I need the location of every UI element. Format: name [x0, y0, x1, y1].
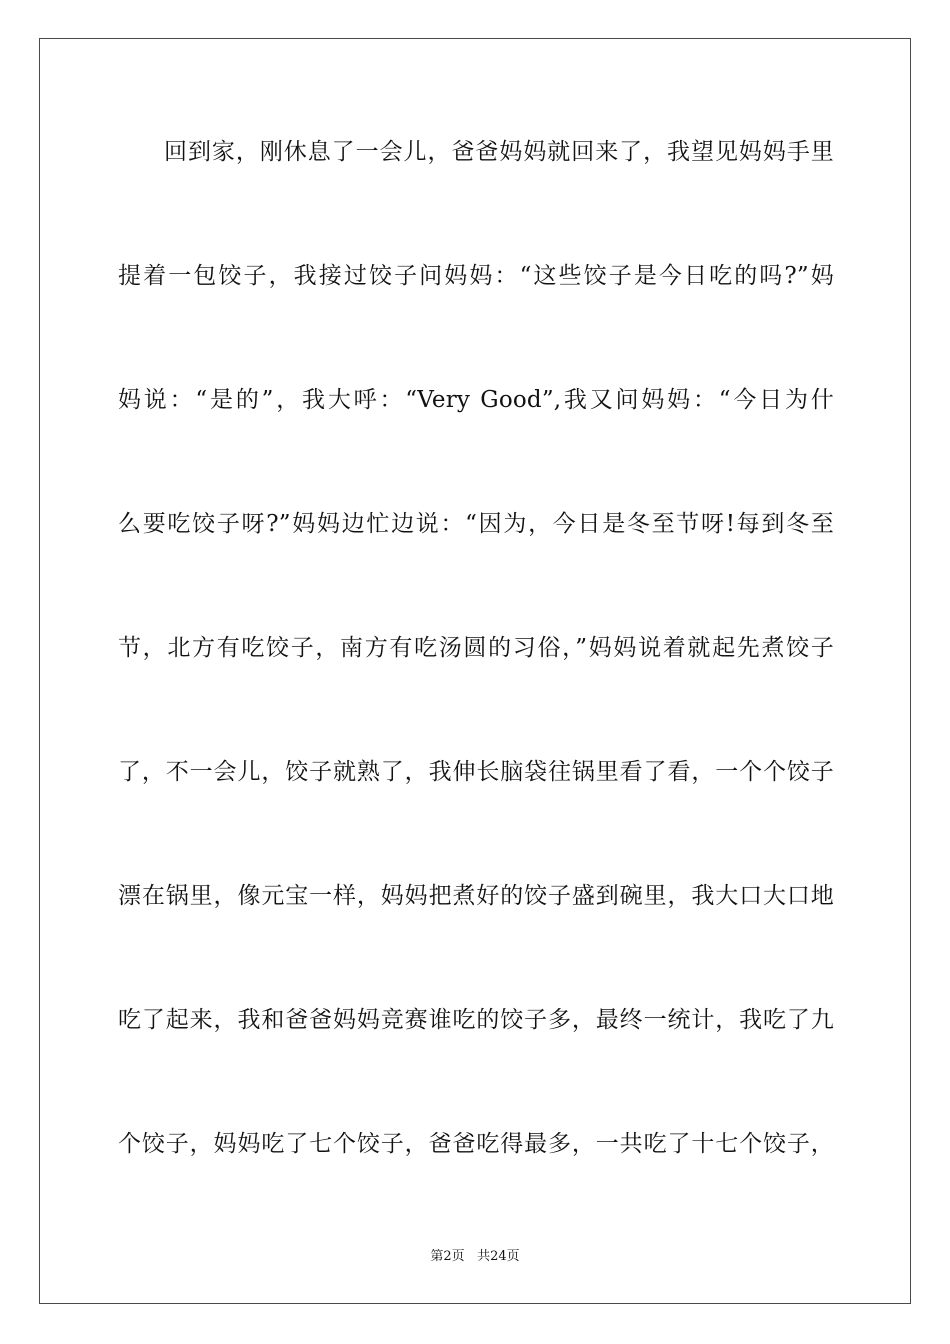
page-number: 第2页 — [430, 1249, 465, 1264]
text-line-2: 提着一包饺子，我接过饺子问妈妈：“这些饺子是今日吃的吗?”妈 — [118, 263, 834, 289]
text-line-5: 节，北方有吃饺子，南方有吃汤圆的习俗，”妈妈说着就起先煮饺子 — [118, 635, 834, 661]
text-line-3: 妈说：“是的”，我大呼：“Very Good”,我又问妈妈：“今日为什 — [118, 387, 834, 413]
text-line-7: 漂在锅里，像元宝一样，妈妈把煮好的饺子盛到碗里，我大口大口地 — [118, 883, 834, 909]
page-frame — [39, 38, 911, 1304]
text-line-1: 回到家，刚休息了一会儿，爸爸妈妈就回来了，我望见妈妈手里 — [164, 139, 834, 165]
text-line-4: 么要吃饺子呀?”妈妈边忙边说：“因为，今日是冬至节呀!每到冬至 — [118, 511, 834, 537]
text-line-6: 了，不一会儿，饺子就熟了，我伸长脑袋往锅里看了看，一个个饺子 — [118, 759, 834, 785]
page-footer — [0, 1248, 950, 1266]
text-line-8: 吃了起来，我和爸爸妈妈竞赛谁吃的饺子多，最终一统计，我吃了九 — [118, 1007, 834, 1033]
page-total: 共24页 — [477, 1249, 520, 1264]
text-line-9: 个饺子，妈妈吃了七个饺子，爸爸吃得最多，一共吃了十七个饺子， — [118, 1131, 834, 1157]
